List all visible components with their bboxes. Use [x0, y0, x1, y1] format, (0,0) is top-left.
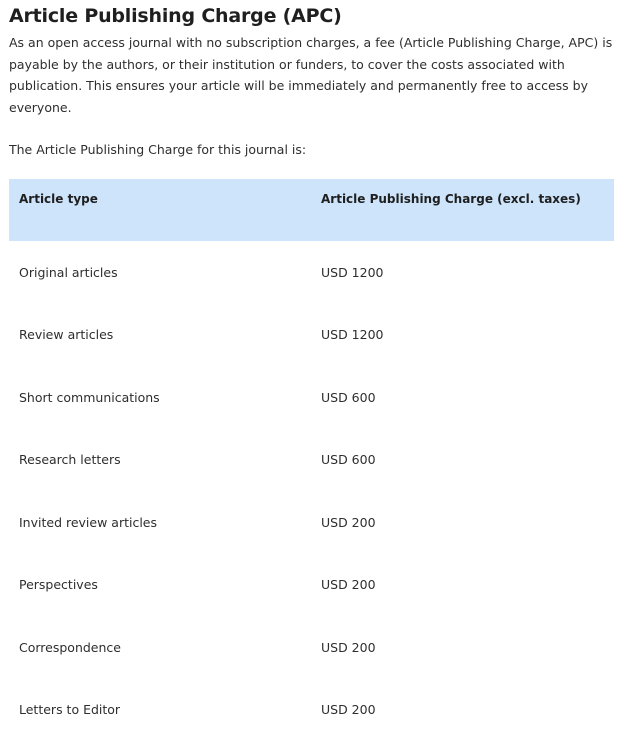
article-type-cell: Review articles	[9, 304, 311, 367]
table-row	[9, 554, 614, 617]
table-row	[9, 241, 614, 304]
charge-cell: USD 200	[311, 679, 614, 741]
lead-text: The Article Publishing Charge for this journal is:	[9, 139, 614, 160]
article-type-cell: Perspectives	[9, 554, 311, 617]
charge-cell: USD 200	[311, 491, 614, 554]
page-title: Article Publishing Charge (APC)	[9, 0, 614, 28]
table-header-row	[9, 179, 614, 241]
table-row	[9, 491, 614, 554]
charge-cell: USD 600	[311, 366, 614, 429]
header-charge: Article Publishing Charge (excl. taxes)	[311, 179, 614, 241]
charge-cell: USD 1200	[311, 304, 614, 367]
article-type-cell: Short communications	[9, 366, 311, 429]
article-type-cell: Research letters	[9, 429, 311, 492]
table-row	[9, 429, 614, 492]
intro-paragraph: As an open access journal with no subscription charges, a fee (Article Publishing Charge, APC) is payable by the authors, or their institution or funders, to cover the costs associated with publication. This ensures your article will be immediately and permanently free to access by everyone.	[9, 32, 614, 118]
charge-cell: USD 200	[311, 554, 614, 617]
header-article-type: Article type	[9, 179, 311, 241]
charge-cell: USD 1200	[311, 241, 614, 304]
table-row	[9, 366, 614, 429]
charge-cell: USD 200	[311, 616, 614, 679]
table-row	[9, 679, 614, 741]
article-type-cell: Letters to Editor	[9, 679, 311, 741]
table-row	[9, 616, 614, 679]
apc-table	[9, 179, 614, 741]
article-type-cell: Original articles	[9, 241, 311, 304]
charge-cell: USD 600	[311, 429, 614, 492]
article-type-cell: Correspondence	[9, 616, 311, 679]
article-type-cell: Invited review articles	[9, 491, 311, 554]
table-row	[9, 304, 614, 367]
